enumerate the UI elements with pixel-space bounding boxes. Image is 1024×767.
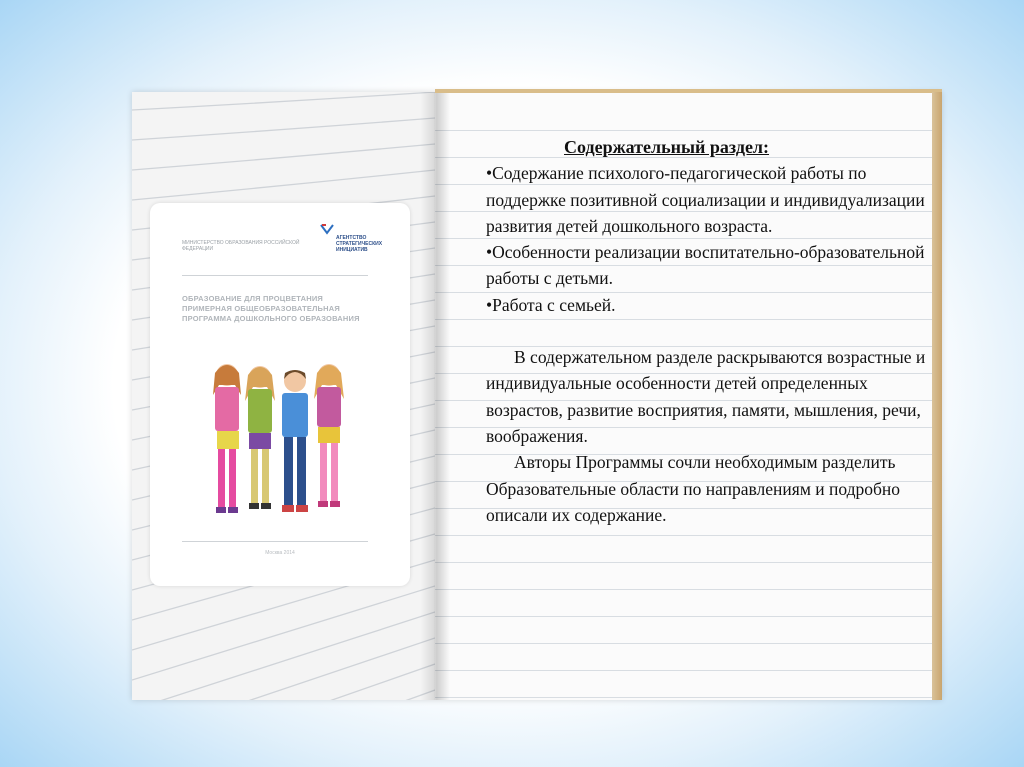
content-text	[486, 134, 926, 528]
cover-footer: Москва 2014	[265, 550, 295, 556]
notebook-spine	[420, 92, 450, 700]
cover-logo-text: АГЕНТСТВО СТРАТЕГИЧЕСКИХ ИНИЦИАТИВ	[336, 235, 383, 253]
cover-title: ОБРАЗОВАНИЕ ДЛЯ ПРОЦВЕТАНИЯ ПРИМЕРНАЯ ОБЩЕОБРАЗОВАТЕЛЬНАЯ ПРОГРАММА ДОШКОЛЬНОГО ОБРАЗОВАНИЯ	[182, 294, 360, 323]
logo-icon	[320, 223, 334, 235]
page-side-edge	[932, 92, 942, 700]
bullet-item: •Особенности реализации воспитательно-образовательной работы с детьми.	[486, 242, 925, 289]
bullet-item: •Содержание психолого-педагогической работы по поддержке позитивной социализации и индивидуализации развития детей дошкольного возраста.	[486, 163, 925, 236]
child-figure	[282, 370, 308, 512]
paragraph-text: В содержательном разделе раскрываются возрастные и индивидуальные особенности детей определенных возрастов, развитие восприятия, памяти, мышления, речи, воображения.	[486, 347, 926, 446]
cover-divider	[182, 275, 368, 276]
children-illustration	[205, 355, 355, 535]
cover-divider	[182, 541, 368, 542]
child-figure	[314, 364, 344, 507]
cover-organization: МИНИСТЕРСТВО ОБРАЗОВАНИЯ РОССИЙСКОЙ ФЕДЕРАЦИИ	[182, 240, 300, 252]
child-figure	[245, 366, 275, 509]
child-figure	[213, 364, 241, 513]
section-heading: Содержательный раздел:	[564, 137, 770, 157]
page-top-edge	[435, 89, 942, 93]
book-cover	[150, 203, 410, 586]
paragraph-text: Авторы Программы сочли необходимым разделить Образовательные области по направлениям и подробно описали их содержание.	[486, 452, 901, 525]
bullet-item: •Работа с семьей.	[486, 294, 616, 315]
